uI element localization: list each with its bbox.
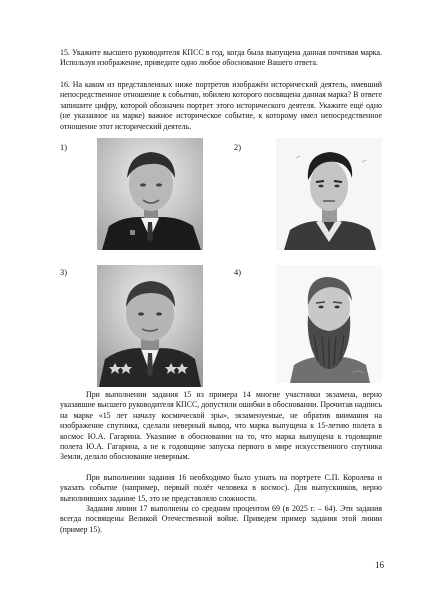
task-16-text: 16. На каком из представленных ниже портретов изображён исторический деятель, имевший непосредственное отношение к событию, юбилею которого посвящена данная марка? В ответе запишите цифру, которой обозначен портрет этого исторического деятеля. Укажите ещё одно (не указанное на марке) важное историческое событие, к которому имел непосредственное отношение этот исторический деятель. [60, 80, 382, 131]
commentary-paragraph-3: Задания линии 17 выполнены со средним процентом 69 (в 2025 г. – 64). Эти задания всегда посвящены Великой Отечественной войне. Приведем пример задания этой линии (пример 15). [60, 504, 382, 534]
portrait-photo-man-with-medals-icon [97, 265, 203, 387]
portrait-engraving-bearded-man-icon [276, 265, 382, 383]
portrait-3-label: 3) [60, 268, 67, 277]
portrait-photo-man-suit-tie-icon [97, 138, 203, 250]
portrait-2-label: 2) [234, 143, 241, 152]
commentary-paragraph-2: При выполнении задания 16 необходимо было узнать на портрете С.П. Королева и указать событие (например, первый полёт человека в космос). Для выпускников, верно выполнивших задание 15, это не представляло сложности. [60, 473, 382, 503]
portrait-drawing-young-man-icon [276, 138, 382, 250]
commentary-paragraph-1: При выполнении задания 15 из примера 14 многие участники экзамена, верно указавшие высшего руководителя КПСС, допустили ошибки в обосновании. Прочитав надпись на марке «15 лет началу космической эры», экзаменуемые, не обратив внимания на изображение спутника, сделали неверный вывод, что марка выпущена к 15-летию полета в космос Ю.А. Гагарина. Указание в обосновании на то, что марка выпущена к годовщине полета Ю.А. Гагарина, а не к годовщине запуска первого в мире искусственного спутника Земли, делало обоснование неверным. [60, 390, 382, 462]
task-15-text: 15. Укажите высшего руководителя КПСС в год, когда была выпущена данная почтовая марка. Используя изображение, приведите одно любое обоснование Вашего ответа. [60, 48, 382, 68]
page-number: 16 [375, 560, 384, 570]
portrait-1-label: 1) [60, 143, 67, 152]
portrait-4-label: 4) [234, 268, 241, 277]
